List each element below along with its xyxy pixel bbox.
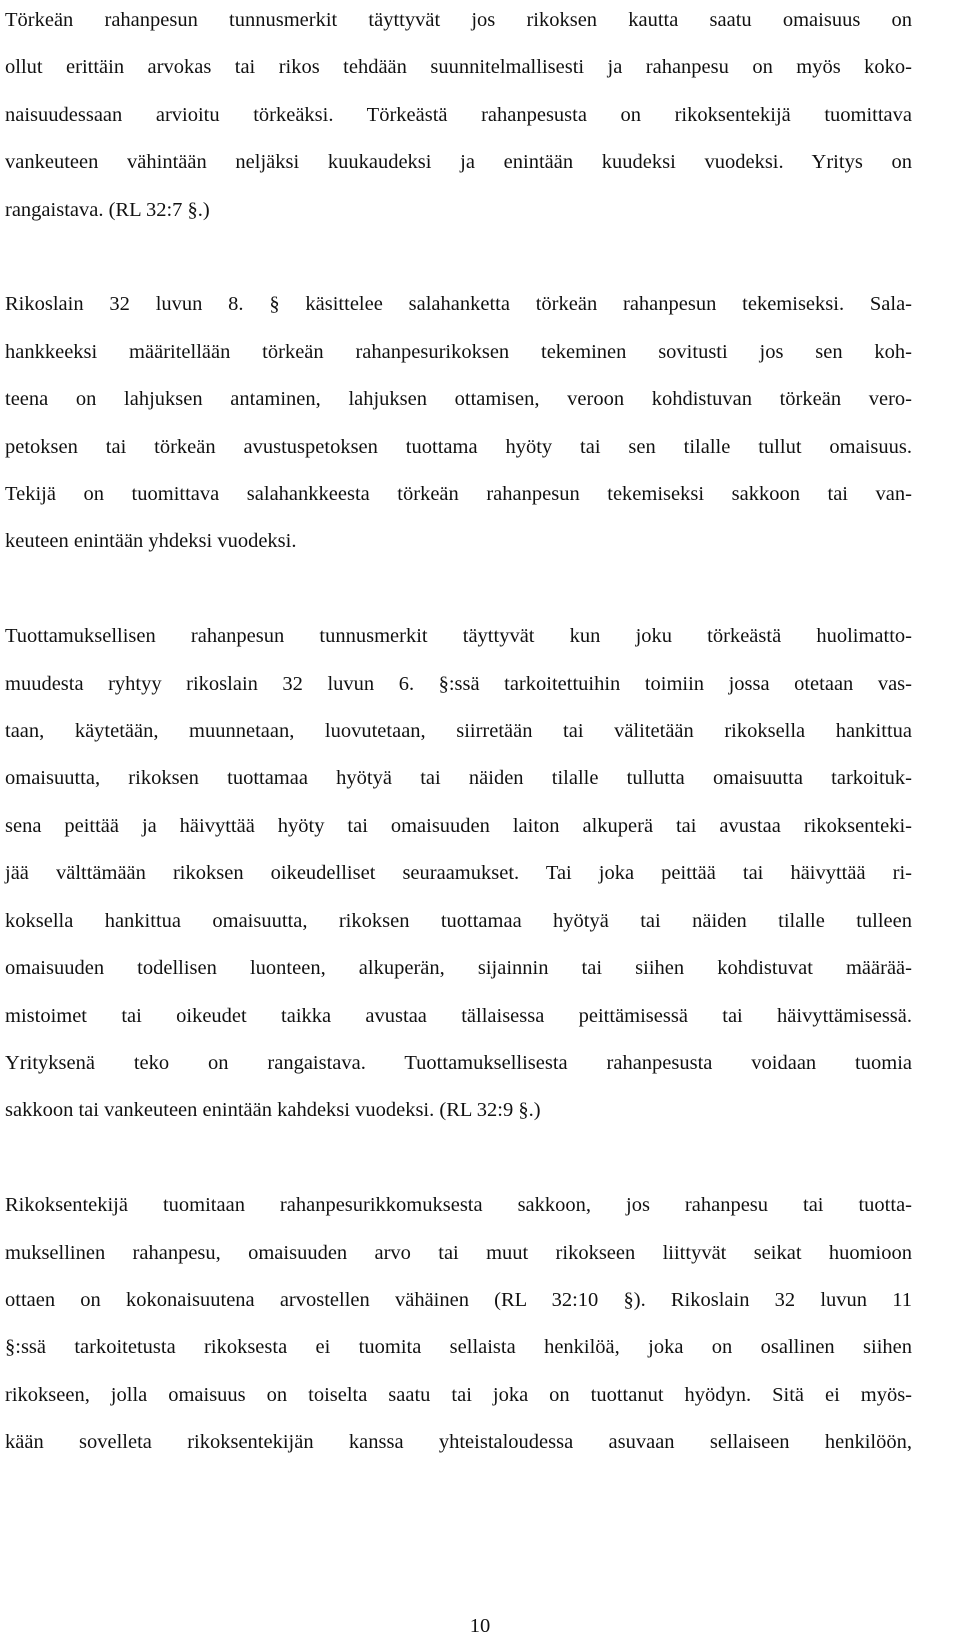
text-line: sakkoon tai vankeuteen enintään kahdeksi vuodeksi. (RL 32:9 §.) [5,1099,541,1122]
paragraph-conspiracy [5,281,912,565]
text-line: petoksen tai törkeän avustuspetoksen tuottama hyöty tai sen tilalle tullut omaisuus. [5,435,912,458]
text-line: jää välttämään rikoksen oikeudelliset seuraamukset. Tai joka peittää tai häivyttää ri- [5,862,912,885]
paragraph-gap [5,1135,912,1182]
paragraph-money-laundering-violation [5,1182,912,1466]
paragraph-negligent-money-laundering [5,613,912,1134]
text-line: Rikoksentekijä tuomitaan rahanpesurikkomuksesta sakkoon, jos rahanpesu tai tuotta- [5,1194,912,1217]
text-line: omaisuutta, rikoksen tuottamaa hyötyä tai näiden tilalle tullutta omaisuutta tarkoituk- [5,767,912,790]
text-line: hankkeeksi määritellään törkeän rahanpesurikoksen tekeminen sovitusti jos sen koh- [5,340,912,363]
text-line: rikokseen, jolla omaisuus on toiselta saatu tai joka on tuottanut hyödyn. Sitä ei myös- [5,1383,912,1406]
text-line: vankeuteen vähintään neljäksi kuukaudeksi ja enintään kuudeksi vuodeksi. Yritys on [5,151,912,174]
text-line: Törkeän rahanpesun tunnusmerkit täyttyvät jos rikoksen kautta saatu omaisuus on [5,9,912,31]
text-line: ollut erittäin arvokas tai rikos tehdään suunnitelmallisesti ja rahanpesu on myös koko- [5,56,912,79]
text-line: Tekijä on tuomittava salahankkeesta törkeän rahanpesun tekemiseksi sakkoon tai van- [5,483,912,506]
text-line: muksellinen rahanpesu, omaisuuden arvo tai muut rikokseen liittyvät seikat huomioon [5,1241,912,1264]
text-line: Yrityksenä teko on rangaistava. Tuottamuksellisesta rahanpesusta voidaan tuomia [5,1051,912,1074]
text-line: omaisuuden todellisen luonteen, alkuperän, sijainnin tai siihen kohdistuvat määrää- [5,957,912,980]
page-number: 10 [469,1615,491,1637]
text-line: rangaistava. (RL 32:7 §.) [5,198,210,221]
text-line: sena peittää ja häivyttää hyöty tai omaisuuden laiton alkuperä tai avustaa rikoksenteki- [5,814,912,837]
text-line: ottaen on kokonaisuutena arvostellen vähäinen (RL 32:10 §). Rikoslain 32 luvun 11 [5,1288,912,1311]
text-line: mistoimet tai oikeudet taikka avustaa tällaisessa peittämisessä tai häivyttämisessä. [5,1004,912,1027]
text-line: koksella hankittua omaisuutta, rikoksen tuottamaa hyötyä tai näiden tilalle tulleen [5,909,912,932]
paragraph-aggravated-money-laundering [5,0,912,234]
text-line: §:ssä tarkoitetusta rikoksesta ei tuomita sellaista henkilöä, joka on osallinen siihen [5,1336,912,1359]
paragraph-gap [5,234,912,281]
text-line: muudesta ryhtyy rikoslain 32 luvun 6. §:ssä tarkoitettuihin toimiin jossa otetaan vas- [5,672,912,695]
text-line: teena on lahjuksen antaminen, lahjuksen ottamisen, veroon kohdistuvan törkeän vero- [5,388,912,411]
text-line: Tuottamuksellisen rahanpesun tunnusmerkit täyttyvät kun joku törkeästä huolimatto- [5,625,912,648]
text-line: kään sovelleta rikoksentekijän kanssa yhteistaloudessa asuvaan sellaiseen henkilöön, [5,1431,912,1454]
body-text [5,0,912,1467]
text-line: naisuudessaan arvioitu törkeäksi. Törkeästä rahanpesusta on rikoksentekijä tuomittava [5,103,912,126]
text-line: Rikoslain 32 luvun 8. § käsittelee salahanketta törkeän rahanpesun tekemiseksi. Sala- [5,293,912,316]
text-line: taan, käytetään, muunnetaan, luovutetaan, siirretään tai välitetään rikoksella hankittua [5,720,912,743]
text-line: keuteen enintään yhdeksi vuodeksi. [5,530,297,553]
paragraph-gap [5,566,912,613]
